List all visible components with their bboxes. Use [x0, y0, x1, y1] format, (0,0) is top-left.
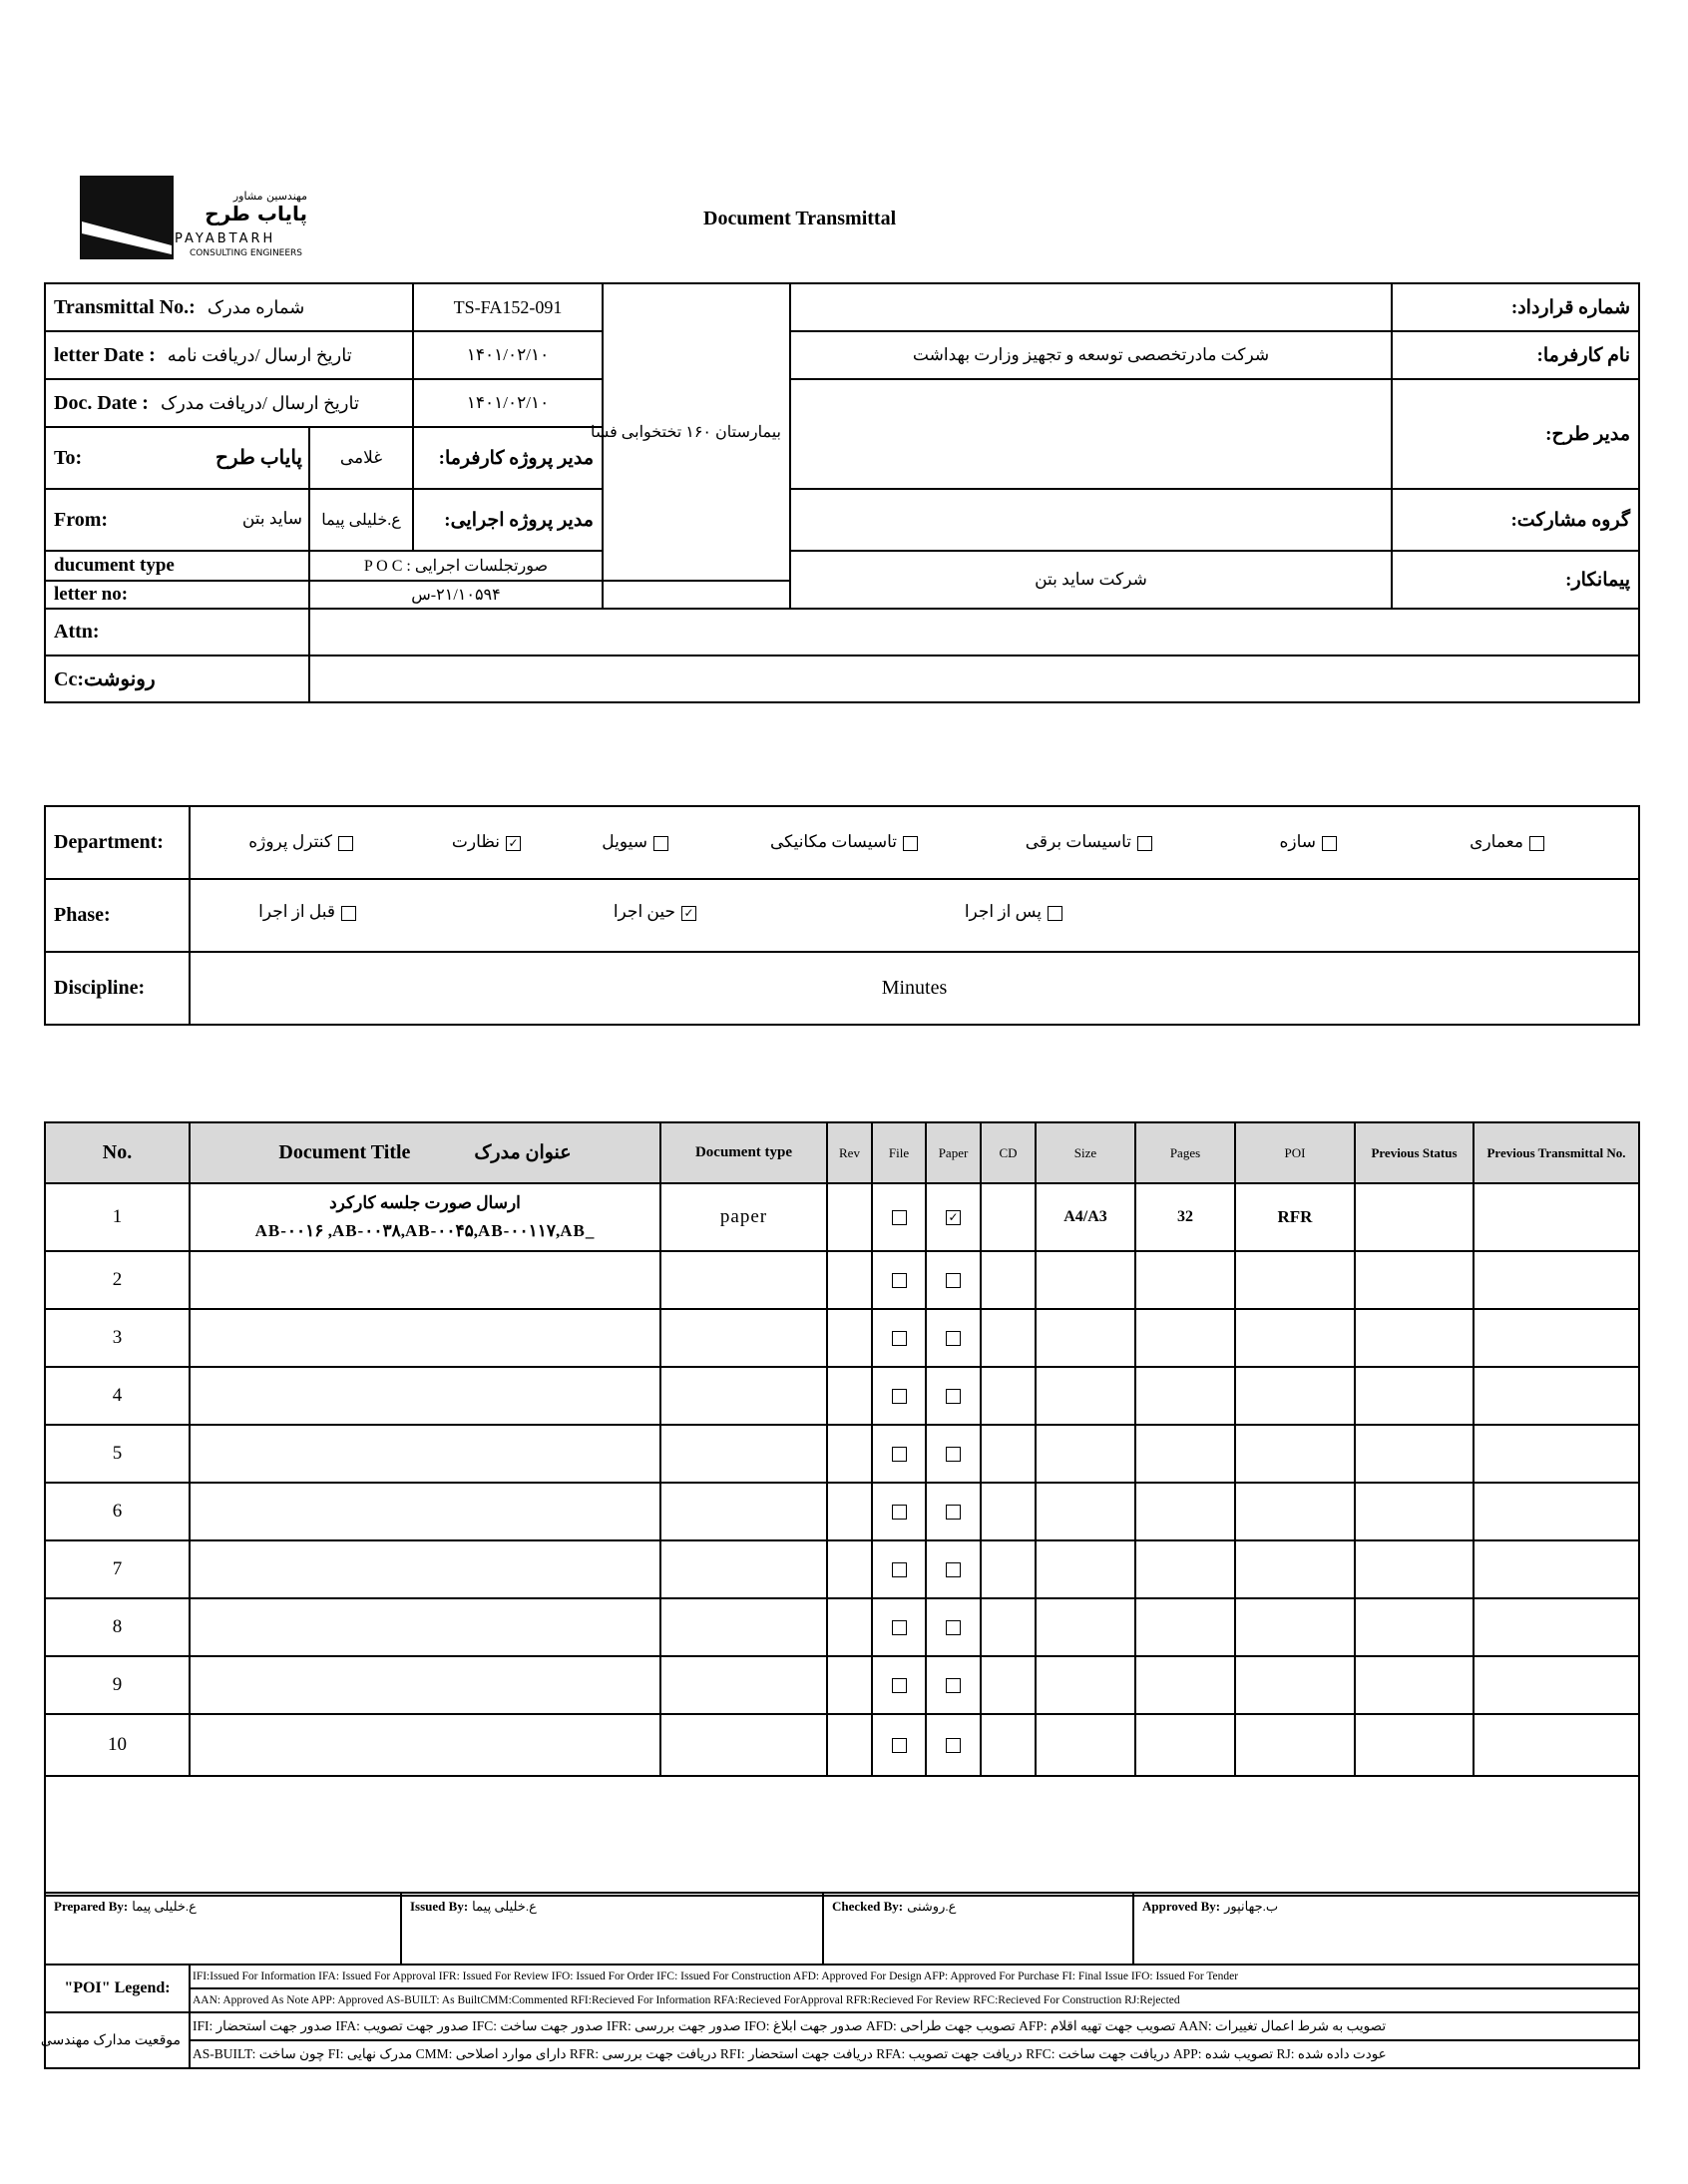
letter-date-cell: [45, 331, 413, 379]
from-value: ساید بتن: [241, 509, 302, 528]
design-manager-label: مدیر طرح:: [1392, 379, 1639, 489]
table-row: [45, 1598, 1639, 1656]
col-poi: POI: [1235, 1122, 1355, 1183]
issued-by-cell: [401, 1893, 823, 1965]
row-paper: [926, 1367, 981, 1425]
row-prev-tn: [1474, 1540, 1639, 1598]
row-paper: [926, 1251, 981, 1309]
row-prev-tn: [1474, 1425, 1639, 1483]
row-doctype: [660, 1425, 827, 1483]
phase-option[interactable]: [614, 902, 702, 922]
remarks-area: [45, 1776, 1639, 1896]
paper-checkbox[interactable]: [946, 1678, 961, 1693]
paper-checkbox[interactable]: [946, 1738, 961, 1753]
file-checkbox[interactable]: [892, 1210, 907, 1225]
documents-table: [44, 1121, 1640, 1897]
department-checkbox[interactable]: ✓: [506, 836, 521, 851]
classification-table: [44, 805, 1640, 1026]
department-checkbox[interactable]: [1529, 836, 1544, 851]
col-rev: Rev: [827, 1122, 872, 1183]
row-no: 6: [45, 1483, 190, 1540]
row-prev-status: [1355, 1714, 1474, 1776]
row-paper: [926, 1183, 981, 1251]
row-paper: [926, 1540, 981, 1598]
logo-company-en: PAYABTARH: [175, 231, 276, 246]
department-option-label: تاسیسات مکانیکی: [770, 832, 897, 851]
row-poi: [1235, 1656, 1355, 1714]
row-rev: [827, 1598, 872, 1656]
department-option[interactable]: [770, 832, 924, 852]
paper-checkbox[interactable]: [946, 1389, 961, 1404]
cc-value: [309, 655, 1639, 702]
row-doctype: [660, 1656, 827, 1714]
table-row: [45, 1425, 1639, 1483]
phase-options: [190, 879, 1639, 952]
prepared-by-cell: [45, 1893, 401, 1965]
row-no: 10: [45, 1714, 190, 1776]
attn-value: [309, 609, 1639, 655]
department-option-label: کنترل پروژه: [248, 832, 332, 851]
row-rev: [827, 1425, 872, 1483]
row-pages: [1135, 1251, 1235, 1309]
col-title: [190, 1122, 660, 1183]
letter-date-label-en: letter Date :: [54, 343, 156, 366]
row-poi: [1235, 1425, 1355, 1483]
to-label: To:: [54, 446, 83, 469]
file-checkbox[interactable]: [892, 1389, 907, 1404]
row-doctype: [660, 1540, 827, 1598]
row-poi: [1235, 1483, 1355, 1540]
department-option[interactable]: [248, 832, 359, 852]
file-checkbox[interactable]: [892, 1505, 907, 1520]
row-pages: [1135, 1367, 1235, 1425]
contract-label: شماره قرارداد:: [1392, 283, 1639, 331]
col-title-en: Document Title: [278, 1141, 411, 1163]
department-option-label: معماری: [1470, 832, 1523, 851]
department-option[interactable]: [1470, 832, 1550, 852]
status-legend-label: موقعیت مدارک مهندسی: [45, 2012, 190, 2068]
row-prev-status: [1355, 1251, 1474, 1309]
row-pages: [1135, 1540, 1235, 1598]
paper-checkbox[interactable]: [946, 1562, 961, 1577]
prepared-value: ع.خلیلی پیما: [132, 1899, 197, 1914]
row-title: [190, 1598, 660, 1656]
discipline-label: Discipline:: [45, 952, 190, 1025]
phase-option[interactable]: [965, 902, 1068, 922]
approved-value: ب.جهانپور: [1224, 1899, 1279, 1914]
row-prev-tn: [1474, 1483, 1639, 1540]
row-pages: [1135, 1656, 1235, 1714]
row-rev: [827, 1183, 872, 1251]
partnership-label: گروه مشارکت:: [1392, 489, 1639, 551]
project-name: بیمارستان ۱۶۰ تختخوابی فسا: [603, 283, 790, 581]
issued-value: ع.خلیلی پیما: [472, 1899, 537, 1914]
col-doctype: Document type: [660, 1122, 827, 1183]
row-paper: [926, 1656, 981, 1714]
row-rev: [827, 1714, 872, 1776]
row-size: [1036, 1598, 1135, 1656]
department-option[interactable]: [602, 832, 674, 852]
row-doctype: [660, 1309, 827, 1367]
row-file: [872, 1425, 926, 1483]
row-paper: [926, 1483, 981, 1540]
row-prev-tn: [1474, 1656, 1639, 1714]
table-row: [45, 1367, 1639, 1425]
row-no: 7: [45, 1540, 190, 1598]
row-file: [872, 1309, 926, 1367]
row-rev: [827, 1483, 872, 1540]
exec-pm-label: مدیر پروژه اجرایی:: [413, 489, 603, 551]
design-manager-value: [790, 379, 1392, 489]
department-options: [190, 806, 1639, 879]
phase-option-label: قبل از اجرا: [258, 902, 335, 921]
paper-checkbox[interactable]: [946, 1620, 961, 1635]
phase-label: Phase:: [45, 879, 190, 952]
row-cd: [981, 1309, 1036, 1367]
row-poi: [1235, 1309, 1355, 1367]
row-size: [1036, 1367, 1135, 1425]
row-size: [1036, 1251, 1135, 1309]
transmittal-label-en: Transmittal No.:: [54, 295, 196, 318]
file-checkbox[interactable]: [892, 1678, 907, 1693]
from-cell: [45, 489, 309, 551]
row-cd: [981, 1540, 1036, 1598]
row-pages: [1135, 1425, 1235, 1483]
checked-label: Checked By:: [832, 1899, 904, 1914]
row-title: [190, 1483, 660, 1540]
row-poi: [1235, 1714, 1355, 1776]
col-no: No.: [45, 1122, 190, 1183]
to-cell: [45, 427, 309, 489]
employer-pm-value: غلامی: [309, 427, 413, 489]
legend-line-1: IFI:Issued For Information IFA: Issued For Approval IFR: Issued For Review IFO: Issued For Order IFC: Issued For Construction AFD: Approved For Design AFP: Approved For Purchase FI: Final Issue IFO: Issued For Tender: [190, 1965, 1639, 1988]
row-cd: [981, 1598, 1036, 1656]
department-checkbox[interactable]: [653, 836, 668, 851]
row-paper: [926, 1714, 981, 1776]
doc-date-label-en: Doc. Date :: [54, 391, 149, 414]
contractor-value: شرکت ساید بتن: [790, 551, 1392, 609]
row-cd: [981, 1656, 1036, 1714]
row-title: [190, 1309, 660, 1367]
row-cd: [981, 1251, 1036, 1309]
logo-company-fa: پایاب طرح: [205, 202, 307, 225]
row-rev: [827, 1367, 872, 1425]
col-pages: Pages: [1135, 1122, 1235, 1183]
paper-checkbox[interactable]: [946, 1447, 961, 1462]
doctype-value: صورتجلسات اجرایی : P O C: [309, 551, 603, 581]
row-size: [1036, 1309, 1135, 1367]
row-title: [190, 1367, 660, 1425]
file-checkbox[interactable]: [892, 1620, 907, 1635]
file-checkbox[interactable]: [892, 1273, 907, 1288]
table-row: [45, 1483, 1639, 1540]
from-label: From:: [54, 508, 109, 531]
row-poi: RFR: [1235, 1183, 1355, 1251]
department-checkbox[interactable]: [1322, 836, 1337, 851]
row-rev: [827, 1309, 872, 1367]
row-no: 1: [45, 1183, 190, 1251]
table-row: [45, 1540, 1639, 1598]
contract-value: [790, 283, 1392, 331]
employer-label: نام کارفرما:: [1392, 331, 1639, 379]
department-checkbox[interactable]: [1137, 836, 1152, 851]
row-size: [1036, 1714, 1135, 1776]
paper-checkbox[interactable]: [946, 1331, 961, 1346]
legend-table: [40, 1964, 1640, 2069]
row-poi: [1235, 1598, 1355, 1656]
col-size: Size: [1036, 1122, 1135, 1183]
to-value: پایاب طرح: [214, 447, 302, 469]
partnership-value: [790, 489, 1392, 551]
logo-company-fa-small: مهندسین مشاور: [232, 190, 307, 203]
row-cd: [981, 1714, 1036, 1776]
letter-date-value: ۱۴۰۱/۰۲/۱۰: [413, 331, 603, 379]
page-title: Document Transmittal: [703, 208, 897, 229]
row-rev: [827, 1656, 872, 1714]
row-pages: [1135, 1598, 1235, 1656]
exec-pm-value: ع.خلیلی پیما: [309, 489, 413, 551]
approved-label: Approved By:: [1142, 1899, 1221, 1914]
row-prev-tn: [1474, 1714, 1639, 1776]
row-prev-tn: [1474, 1251, 1639, 1309]
row-no: 5: [45, 1425, 190, 1483]
row-no: 8: [45, 1598, 190, 1656]
row-paper: [926, 1598, 981, 1656]
row-prev-status: [1355, 1483, 1474, 1540]
row-size: [1036, 1540, 1135, 1598]
employer-pm-label: مدیر پروژه کارفرما:: [413, 427, 603, 489]
file-checkbox[interactable]: [892, 1738, 907, 1753]
row-pages: 32: [1135, 1183, 1235, 1251]
letter-no-label: letter no:: [45, 581, 309, 609]
row-prev-status: [1355, 1598, 1474, 1656]
issued-label: Issued By:: [410, 1899, 469, 1914]
row-doctype: [660, 1367, 827, 1425]
cc-label: Cc:رونوشت: [45, 655, 309, 702]
row-prev-status: [1355, 1540, 1474, 1598]
col-cd: CD: [981, 1122, 1036, 1183]
department-option-label: سیویل: [602, 832, 647, 851]
row-size: [1036, 1483, 1135, 1540]
row-rev: [827, 1540, 872, 1598]
table-row: [45, 1309, 1639, 1367]
table-row: [45, 1251, 1639, 1309]
row-no: 3: [45, 1309, 190, 1367]
phase-checkbox[interactable]: [1048, 906, 1062, 921]
row-prev-status: [1355, 1656, 1474, 1714]
row-doctype: paper: [660, 1183, 827, 1251]
doctype-label: ducument type: [45, 551, 309, 581]
paper-checkbox[interactable]: [946, 1273, 961, 1288]
row-size: [1036, 1656, 1135, 1714]
contractor-label: پیمانکار:: [1392, 551, 1639, 609]
legend-line-3: IFI: صدور جهت استحضار IFA: صدور جهت تصویب IFC: صدور جهت ساخت IFR: صدور جهت بررسی IFO: صدور جهت ابلاغ AFD: تصویب جهت طراحی AFP: تصویب جهت تهیه اقلام AAN: تصویب به شرط اعمال تغییرات: [190, 2012, 1639, 2040]
row-paper: [926, 1309, 981, 1367]
row-title: [190, 1540, 660, 1598]
row-no: 4: [45, 1367, 190, 1425]
row-file: [872, 1251, 926, 1309]
department-option-label: سازه: [1279, 832, 1316, 851]
row-cd: [981, 1367, 1036, 1425]
transmittal-label-fa: شماره مدرک: [207, 296, 305, 317]
row-size: [1036, 1425, 1135, 1483]
logo-tagline: CONSULTING ENGINEERS: [190, 248, 303, 258]
row-title-line1: ارسال صورت جلسه کارکرد: [329, 1193, 521, 1212]
row-title: [190, 1251, 660, 1309]
row-prev-tn: [1474, 1367, 1639, 1425]
row-file: [872, 1367, 926, 1425]
row-doctype: [660, 1714, 827, 1776]
col-file: File: [872, 1122, 926, 1183]
row-file: [872, 1598, 926, 1656]
phase-option[interactable]: [258, 902, 362, 922]
legend-line-4: AS-BUILT: چون ساخت FI: مدرک نهایی CMM: دارای موارد اصلاحی RFR: دریافت جهت بررسی RFI: دریافت جهت استحضار RFA: دریافت جهت تصویب RFC: دریافت جهت ساخت APP: تصویب شده RJ: عودت داده شده: [190, 2040, 1639, 2068]
row-pages: [1135, 1714, 1235, 1776]
department-option[interactable]: [1279, 832, 1343, 852]
row-cd: [981, 1183, 1036, 1251]
department-option-label: نظارت: [451, 832, 500, 851]
table-row: [45, 1183, 1639, 1251]
logo-mark-icon: [80, 176, 174, 259]
department-option[interactable]: [452, 832, 527, 852]
row-prev-status: [1355, 1367, 1474, 1425]
checked-by-cell: [823, 1893, 1133, 1965]
signatures-table: [44, 1892, 1640, 1966]
transmittal-no-cell: [45, 283, 413, 331]
row-title: [190, 1656, 660, 1714]
department-checkbox[interactable]: [903, 836, 918, 851]
col-paper: Paper: [926, 1122, 981, 1183]
phase-option-label: حین اجرا: [613, 902, 675, 921]
info-table: [44, 282, 1640, 703]
row-size: A4/A3: [1036, 1183, 1135, 1251]
poi-legend-label: "POI" Legend:: [45, 1965, 190, 2012]
row-file: [872, 1656, 926, 1714]
department-checkbox[interactable]: [338, 836, 353, 851]
row-doctype: [660, 1598, 827, 1656]
letter-no-value: ۲۱/۱۰۵۹۴-س: [309, 581, 603, 609]
doc-date-cell: [45, 379, 413, 427]
row-poi: [1235, 1540, 1355, 1598]
letter-date-label-fa: تاریخ ارسال /دریافت نامه: [167, 344, 352, 365]
row-file: [872, 1540, 926, 1598]
phase-checkbox[interactable]: ✓: [681, 906, 696, 921]
file-checkbox[interactable]: [892, 1447, 907, 1462]
row-file: [872, 1714, 926, 1776]
row-no: 2: [45, 1251, 190, 1309]
discipline-value: Minutes: [190, 952, 1639, 1025]
row-pages: [1135, 1483, 1235, 1540]
transmittal-no-value: TS-FA152-091: [413, 283, 603, 331]
row-rev: [827, 1251, 872, 1309]
row-doctype: [660, 1483, 827, 1540]
row-prev-tn: [1474, 1309, 1639, 1367]
doc-date-value: ۱۴۰۱/۰۲/۱۰: [413, 379, 603, 427]
row-title: [190, 1425, 660, 1483]
company-logo: [78, 176, 307, 261]
col-title-fa: عنوان مدرک: [474, 1142, 572, 1163]
row-title-line2: AB-۰۰۱۶ ,AB-۰۰۳۸,AB-۰۰۴۵,AB-۰۰۱۱۷,AB_: [254, 1221, 596, 1240]
row-file: [872, 1483, 926, 1540]
phase-option-label: پس از اجرا: [964, 902, 1042, 921]
table-row: [45, 1656, 1639, 1714]
department-option[interactable]: [1026, 832, 1158, 852]
row-title: [190, 1714, 660, 1776]
doc-date-label-fa: تاریخ ارسال /دریافت مدرک: [160, 392, 359, 413]
col-prev-status: Previous Status: [1355, 1122, 1474, 1183]
attn-label: Attn:: [45, 609, 309, 655]
row-prev-tn: [1474, 1598, 1639, 1656]
table-row: [45, 1714, 1639, 1776]
employer-value: شرکت مادرتخصصی توسعه و تجهیز وزارت بهداشت: [790, 331, 1392, 379]
row-no: 9: [45, 1656, 190, 1714]
row-prev-tn: [1474, 1183, 1639, 1251]
row-prev-status: [1355, 1183, 1474, 1251]
legend-line-2: AAN: Approved As Note APP: Approved AS-BUILT: As BuiltCMM:Commented RFI:Recieved For Information RFA:Recieved ForApproval RFR:Recieved For Review RFC:Recieved For Construction RJ:Rejected: [190, 1988, 1639, 2012]
checked-value: ع.روشنی: [907, 1899, 957, 1914]
file-checkbox[interactable]: [892, 1331, 907, 1346]
row-paper: [926, 1425, 981, 1483]
row-doctype: [660, 1251, 827, 1309]
row-prev-status: [1355, 1425, 1474, 1483]
approved-by-cell: [1133, 1893, 1639, 1965]
row-cd: [981, 1483, 1036, 1540]
file-checkbox[interactable]: [892, 1562, 907, 1577]
department-label: Department:: [45, 806, 190, 879]
row-file: [872, 1183, 926, 1251]
paper-checkbox[interactable]: ✓: [946, 1210, 961, 1225]
department-option-label: تاسیسات برقی: [1025, 832, 1131, 851]
row-cd: [981, 1425, 1036, 1483]
col-prev-tn: Previous Transmittal No.: [1474, 1122, 1639, 1183]
phase-checkbox[interactable]: [341, 906, 356, 921]
prepared-label: Prepared By:: [54, 1899, 129, 1914]
row-prev-status: [1355, 1309, 1474, 1367]
row-poi: [1235, 1251, 1355, 1309]
row-poi: [1235, 1367, 1355, 1425]
row-pages: [1135, 1309, 1235, 1367]
row-title: [190, 1183, 660, 1251]
paper-checkbox[interactable]: [946, 1505, 961, 1520]
